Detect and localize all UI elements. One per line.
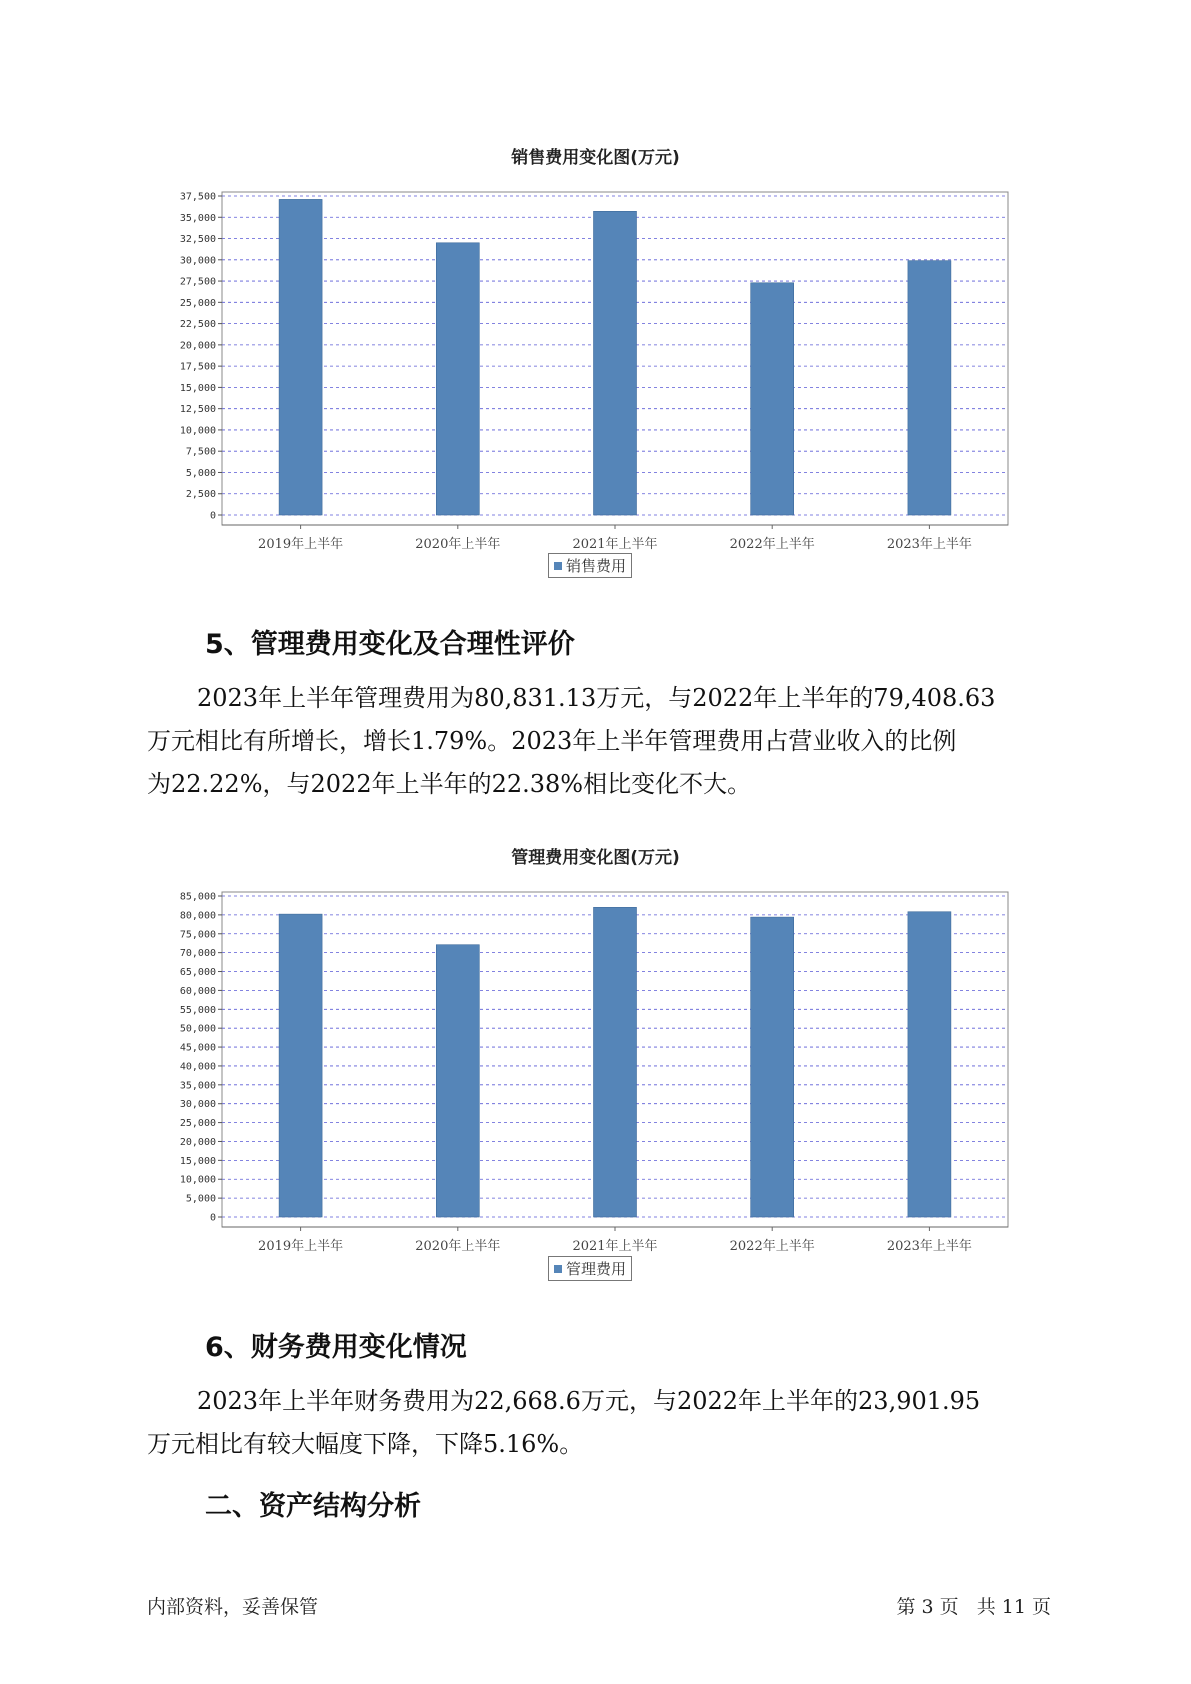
- footer-page-number: 第 3 页 共 11 页: [896, 1596, 1051, 1618]
- y-tick-label: 35,000: [179, 212, 216, 224]
- y-tick-label: 65,000: [179, 967, 216, 979]
- y-tick-label: 40,000: [179, 1061, 216, 1073]
- bar: [279, 914, 322, 1217]
- y-tick-label: 85,000: [179, 891, 216, 903]
- y-tick-label: 2,500: [185, 489, 216, 501]
- y-tick-label: 30,000: [179, 255, 216, 267]
- y-tick-label: 12,500: [179, 404, 216, 416]
- paragraph-line: 万元相比有较大幅度下降，下降5.16%。: [147, 1430, 584, 1458]
- paragraph-line: 为22.22%，与2022年上半年的22.38%相比变化不大。: [147, 770, 752, 798]
- y-tick-label: 10,000: [179, 1174, 216, 1186]
- section-heading: 5、管理费用变化及合理性评价: [205, 629, 575, 660]
- legend-swatch: [554, 1265, 562, 1273]
- x-tick-label: 2019年上半年: [258, 1239, 344, 1254]
- chart-legend: [548, 553, 632, 578]
- footer-confidential-note: 内部资料，妥善保管: [147, 1596, 319, 1618]
- y-tick-label: 22,500: [179, 319, 216, 331]
- paragraph-line: 2023年上半年财务费用为22,668.6万元，与2022年上半年的23,901.95: [197, 1387, 981, 1415]
- bar: [436, 243, 479, 515]
- y-tick-label: 25,000: [179, 297, 216, 309]
- y-tick-label: 7,500: [185, 446, 216, 458]
- admin-expense-chart: [0, 870, 1191, 1254]
- paragraph-line: 万元相比有所增长，增长1.79%。2023年上半年管理费用占营业收入的比例: [147, 727, 957, 755]
- y-tick-label: 20,000: [179, 340, 216, 352]
- bar: [908, 261, 951, 515]
- bar: [279, 199, 322, 515]
- bar: [436, 945, 479, 1217]
- bar: [908, 912, 951, 1217]
- legend-label: 管理费用: [566, 1260, 627, 1278]
- bar: [751, 917, 794, 1217]
- y-tick-label: 80,000: [179, 910, 216, 922]
- y-tick-label: 30,000: [179, 1099, 216, 1111]
- bar: [594, 211, 637, 515]
- y-tick-label: 0: [209, 1212, 216, 1224]
- x-tick-label: 2022年上半年: [729, 1239, 815, 1254]
- y-tick-label: 60,000: [179, 985, 216, 997]
- y-tick-label: 27,500: [179, 276, 216, 288]
- x-tick-label: 2023年上半年: [886, 537, 972, 552]
- paragraph-line: 2023年上半年管理费用为80,831.13万元，与2022年上半年的79,408.63: [197, 684, 996, 712]
- y-tick-label: 55,000: [179, 1004, 216, 1016]
- bar: [751, 283, 794, 515]
- y-tick-label: 0: [209, 510, 216, 522]
- x-tick-label: 2019年上半年: [258, 537, 344, 552]
- chart-title: 管理费用变化图(万元): [511, 848, 680, 868]
- y-tick-label: 25,000: [179, 1118, 216, 1130]
- y-tick-label: 45,000: [179, 1042, 216, 1054]
- bar: [594, 907, 637, 1217]
- y-tick-label: 35,000: [179, 1080, 216, 1092]
- y-tick-label: 20,000: [179, 1136, 216, 1148]
- y-tick-label: 75,000: [179, 929, 216, 941]
- y-tick-label: 15,000: [179, 1155, 216, 1167]
- x-tick-label: 2020年上半年: [415, 1239, 501, 1254]
- y-tick-label: 10,000: [179, 425, 216, 437]
- legend-label: 销售费用: [566, 557, 627, 575]
- y-tick-label: 17,500: [179, 361, 216, 373]
- legend-swatch: [554, 562, 562, 570]
- x-tick-label: 2020年上半年: [415, 537, 501, 552]
- x-tick-label: 2022年上半年: [729, 537, 815, 552]
- y-tick-label: 37,500: [179, 191, 216, 203]
- x-tick-label: 2023年上半年: [886, 1239, 972, 1254]
- chart-legend: [548, 1256, 632, 1281]
- x-tick-label: 2021年上半年: [572, 1239, 658, 1254]
- y-tick-label: 70,000: [179, 948, 216, 960]
- section-heading: 二、资产结构分析: [205, 1491, 421, 1522]
- paragraph: [147, 1380, 1087, 1466]
- section-heading: 6、财务费用变化情况: [205, 1332, 467, 1363]
- y-tick-label: 5,000: [185, 1193, 216, 1205]
- y-tick-label: 15,000: [179, 382, 216, 394]
- sales-expense-chart: [0, 170, 1191, 552]
- paragraph: [147, 677, 1087, 806]
- y-tick-label: 32,500: [179, 234, 216, 246]
- y-tick-label: 50,000: [179, 1023, 216, 1035]
- chart-title: 销售费用变化图(万元): [511, 148, 680, 168]
- x-tick-label: 2021年上半年: [572, 537, 658, 552]
- y-tick-label: 5,000: [185, 467, 216, 479]
